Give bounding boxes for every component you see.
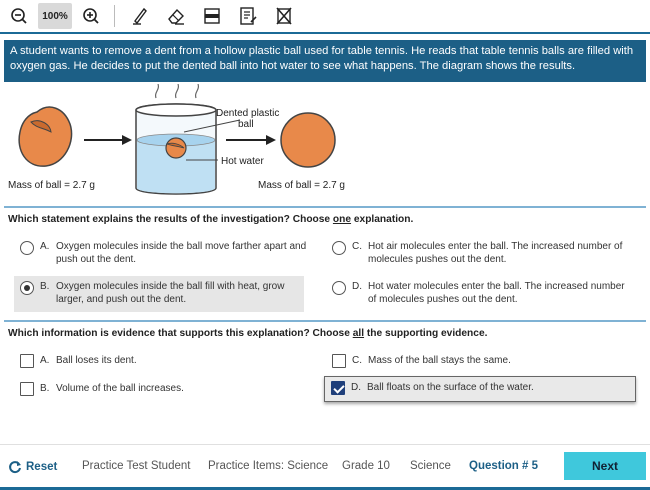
question-2-prompt <box>8 328 487 339</box>
checkbox[interactable] <box>20 354 34 368</box>
option-text: Ball floats on the surface of the water. <box>367 382 534 393</box>
option-letter: D. <box>352 281 362 292</box>
zoom-level[interactable]: 100% <box>38 3 72 29</box>
q2-option-b[interactable] <box>14 378 314 402</box>
radio-button[interactable] <box>332 281 346 295</box>
question-2-text: Which information is evidence that supports this explanation? Choose <box>8 328 353 339</box>
option-letter: C. <box>352 241 362 252</box>
q2-option-a[interactable] <box>14 350 314 374</box>
mass-left-label: Mass of ball = 2.7 g <box>8 180 95 191</box>
test-name: Practice Items: Science <box>208 460 329 472</box>
option-text: Oxygen molecules inside the ball move farther apart and push out the dent. <box>56 241 307 265</box>
student-name: Practice Test Student <box>82 460 191 472</box>
round-ball-image <box>281 113 335 167</box>
question-1-emphasis: one <box>332 214 352 225</box>
reset-button[interactable] <box>8 460 57 474</box>
q1-option-d[interactable] <box>326 276 640 312</box>
option-letter: A. <box>40 241 50 252</box>
notepad-icon <box>238 6 258 26</box>
option-text: Oxygen molecules inside the ball fill with heat, grow larger, and push out the dent. <box>56 281 285 305</box>
zoom-out-icon <box>10 7 28 25</box>
line-reader-icon <box>202 6 222 26</box>
section-divider <box>4 206 646 208</box>
zoom-out-button[interactable] <box>4 3 34 29</box>
question-1-prompt <box>8 214 413 225</box>
zoom-in-icon <box>82 7 100 25</box>
checkbox[interactable] <box>332 354 346 368</box>
footer-bar <box>0 444 650 490</box>
grade-label: Grade 10 <box>342 460 390 472</box>
passage-text: A student wants to remove a dent from a hollow plastic ball used for table tennis. He reads that table tennis balls are filled with oxygen gas. He decides to put the dented ball into hot water to see what happens. The diagram shows the results. <box>4 40 646 82</box>
pen-tool-button[interactable] <box>125 3 155 29</box>
question-2-emphasis: all <box>352 328 365 339</box>
strikethrough-button[interactable] <box>269 3 299 29</box>
option-letter: A. <box>40 355 50 366</box>
arrow-left <box>84 135 132 145</box>
radio-button[interactable] <box>332 241 346 255</box>
option-text: Ball loses its dent. <box>56 355 137 366</box>
eraser-icon <box>166 6 186 26</box>
q2-option-c[interactable] <box>326 350 636 374</box>
eraser-tool-button[interactable] <box>161 3 191 29</box>
line-reader-button[interactable] <box>197 3 227 29</box>
dented-ball-image <box>19 107 71 166</box>
beaker-image <box>136 84 240 194</box>
q1-option-b[interactable] <box>14 276 304 312</box>
radio-button[interactable] <box>20 241 34 255</box>
option-letter: B. <box>40 281 50 292</box>
option-letter: C. <box>352 355 362 366</box>
pen-icon <box>130 6 150 26</box>
toolbar-separator <box>114 5 115 27</box>
mass-right-label: Mass of ball = 2.7 g <box>258 180 345 191</box>
question-number: Question # 5 <box>469 460 539 472</box>
question-1-text-end: explanation. <box>351 214 414 225</box>
radio-button-selected[interactable] <box>20 281 34 295</box>
section-divider <box>4 320 646 322</box>
label-dented-plastic: Dented plastic <box>216 108 280 119</box>
option-letter: B. <box>40 383 50 394</box>
subject-label: Science <box>410 460 451 472</box>
q2-option-d[interactable] <box>324 376 636 402</box>
checkbox[interactable] <box>20 382 34 396</box>
label-ball: ball <box>238 119 254 130</box>
option-text: Hot water molecules enter the ball. The increased number of molecules pushes out the dent. <box>368 281 625 305</box>
q1-option-a[interactable] <box>14 236 314 272</box>
zoom-in-button[interactable] <box>76 3 106 29</box>
reset-icon <box>8 460 22 474</box>
q1-option-c[interactable] <box>326 236 640 272</box>
strikethrough-icon <box>274 6 294 26</box>
option-text: Hot air molecules enter the ball. The increased number of molecules pushes out the dent. <box>368 241 623 265</box>
option-letter: D. <box>351 382 361 393</box>
reset-label: Reset <box>26 461 58 473</box>
arrow-right <box>226 135 276 145</box>
label-hot-water: Hot water <box>221 156 264 167</box>
question-1-text: Which statement explains the results of the investigation? Choose <box>8 214 333 225</box>
experiment-diagram <box>4 84 646 204</box>
question-2-text-end: the supporting evidence. <box>364 328 488 339</box>
checkbox-checked[interactable] <box>331 381 345 395</box>
notepad-button[interactable] <box>233 3 263 29</box>
option-text: Volume of the ball increases. <box>56 383 184 394</box>
toolbar <box>0 0 650 34</box>
option-text: Mass of the ball stays the same. <box>368 355 511 366</box>
next-button[interactable]: Next <box>564 452 646 480</box>
